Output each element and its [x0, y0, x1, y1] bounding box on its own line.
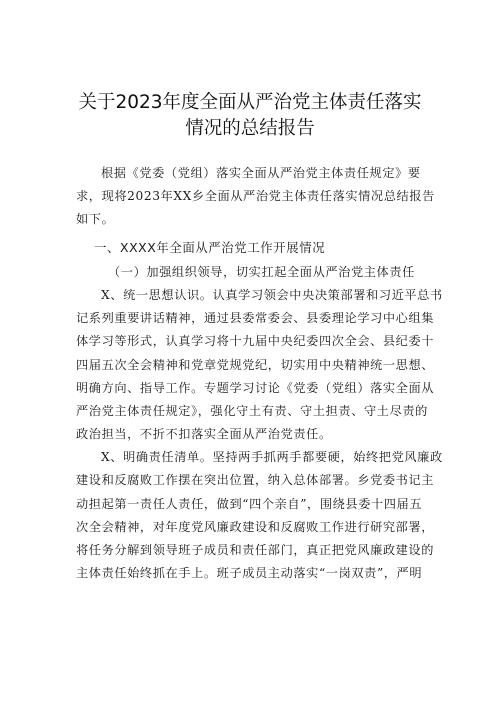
paragraph-line: 记系列重要讲话精神，通过县委常委会、县委理论学习中心组集 [76, 311, 435, 326]
paragraph-line: 建设和反腐败工作摆在突出位置，纳入总体部署。乡党委书记主 [76, 473, 435, 488]
paragraph-line: 将任务分解到领导班子成员和责任部门，真正把党风廉政建设的 [76, 543, 435, 557]
paragraph-line: 次全会精神，对年度党风廉政建设和反腐败工作进行研究部署， [76, 519, 435, 534]
paragraph-line: 动担起第一责任人责任，做到“四个亲自”，围绕县委十四届五 [76, 496, 423, 511]
section-heading: 一、XXXX年全面从严治党工作开展情况 [94, 239, 326, 255]
title-line-1: 关于2023年度全面从严治党主体责任落实 [78, 92, 422, 113]
paragraph-line: 四届五次全会精神和党章党规党纪，切实用中央精神统一思想、 [76, 357, 435, 372]
paragraph-line: 政治担当，不折不扣落实全面从严治党责任。 [76, 427, 332, 442]
intro-line: 如下。 [76, 212, 115, 227]
paragraph-line: X、明确责任清单。坚持两手抓两手都要硬，始终把党风廉政 [101, 450, 443, 465]
title-line-2: 情况的总结报告 [185, 118, 315, 139]
subsection-heading: （一）加强组织领导，切实扛起全面从严治党主体责任 [108, 264, 415, 279]
paragraph-line: 明确方向、指导工作。专题学习讨论《党委（党组）落实全面从 [76, 380, 435, 395]
paragraph-line: 严治党主体责任规定》，强化守土有责、守土担责、守土尽责的 [76, 403, 428, 418]
paragraph-line: 主体责任始终抓在手上。班子成员主动落实“一岗双责”，严明 [76, 566, 423, 581]
intro-line: 求，现将2023年XX乡全面从严治党主体责任落实情况总结报告 [76, 189, 435, 204]
document-title [60, 90, 440, 142]
document-body [76, 162, 443, 585]
paragraph-line: X、统一思想认识。认真学习领会中央决策部署和习近平总书 [101, 287, 443, 302]
intro-line: 根据《党委（党组）落实全面从严治党主体责任规定》要 [101, 166, 421, 180]
paragraph-line: 体学习等形式，认真学习将十九届中央纪委四次全会、县纪委十 [76, 334, 435, 349]
